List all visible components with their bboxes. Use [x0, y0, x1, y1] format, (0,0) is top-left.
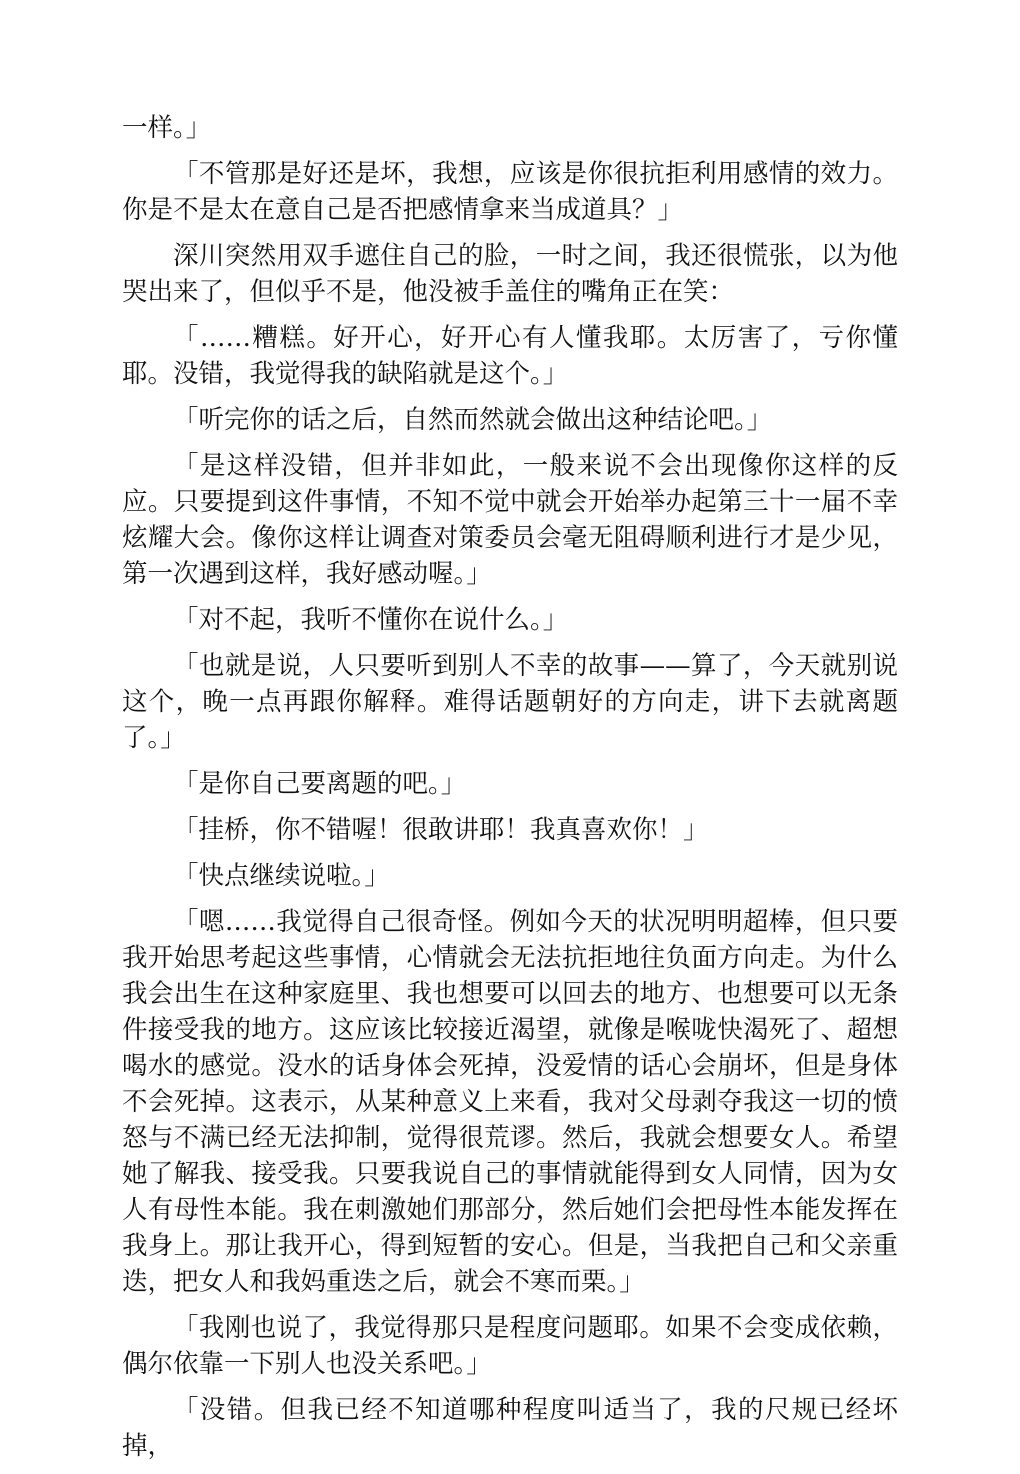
paragraph-2: 「不管那是好还是坏，我想，应该是你很抗拒利用感情的效力。你是不是太在意自己是否把感情拿来当成道具？」: [122, 159, 898, 225]
paragraph-14: 「没错。但我已经不知道哪种程度叫适当了，我的尺规已经坏掉，: [122, 1395, 898, 1461]
paragraph-9: 「是你自己要离题的吧。」: [173, 769, 467, 799]
paragraph-10: 「挂桥，你不错喔！很敢讲耶！我真喜欢你！」: [173, 815, 709, 845]
paragraph-1: 一样。」: [122, 113, 212, 143]
paragraph-5: 「听完你的话之后，自然而然就会做出这种结论吧。」: [173, 405, 773, 435]
paragraph-4: 「……糟糕。好开心，好开心有人懂我耶。太厉害了，亏你懂耶。没错，我觉得我的缺陷就是这个。」: [122, 323, 898, 389]
paragraph-13: 「我刚也说了，我觉得那只是程度问题耶。如果不会变成依赖，偶尔依靠一下别人也没关系吧。」: [122, 1313, 898, 1379]
paragraph-11: 「快点继续说啦。」: [173, 861, 390, 891]
paragraph-7: 「对不起，我听不懂你在说什么。」: [173, 605, 569, 635]
document-page: [122, 110, 898, 1474]
paragraph-12: 「嗯……我觉得自己很奇怪。例如今天的状况明明超棒，但只要我开始思考起这些事情，心情就会无法抗拒地往负面方向走。为什么我会出生在这种家庭里、我也想要可以回去的地方、也想要可以无条件接受我的地方。这应该比较接近渴望，就像是喉咙快渴死了、超想喝水的感觉。没水的话身体会死掉，没爱情的话心会崩坏，但是身体不会死掉。这表示，从某种意义上来看，我对父母剥夺我这一切的愤怒与不满已经无法抑制，觉得很荒谬。然后，我就会想要女人。希望她了解我、接受我。只要我说自己的事情就能得到女人同情，因为女人有母性本能。我在刺激她们那部分，然后她们会把母性本能发挥在我身上。那让我开心，得到短暂的安心。但是，当我把自己和父亲重迭，把女人和我妈重迭之后，就会不寒而栗。」: [122, 907, 898, 1297]
paragraph-8: 「也就是说，人只要听到别人不幸的故事——算了，今天就别说这个，晚一点再跟你解释。难得话题朝好的方向走，讲下去就离题了。」: [122, 651, 898, 753]
paragraph-6: 「是这样没错，但并非如此，一般来说不会出现像你这样的反应。只要提到这件事情，不知不觉中就会开始举办起第三十一届不幸炫耀大会。像你这样让调查对策委员会毫无阻碍顺利进行才是少见，第一次遇到这样，我好感动喔。」: [122, 451, 898, 589]
paragraph-3: 深川突然用双手遮住自己的脸，一时之间，我还很慌张，以为他哭出来了，但似乎不是，他没被手盖住的嘴角正在笑：: [122, 241, 898, 307]
